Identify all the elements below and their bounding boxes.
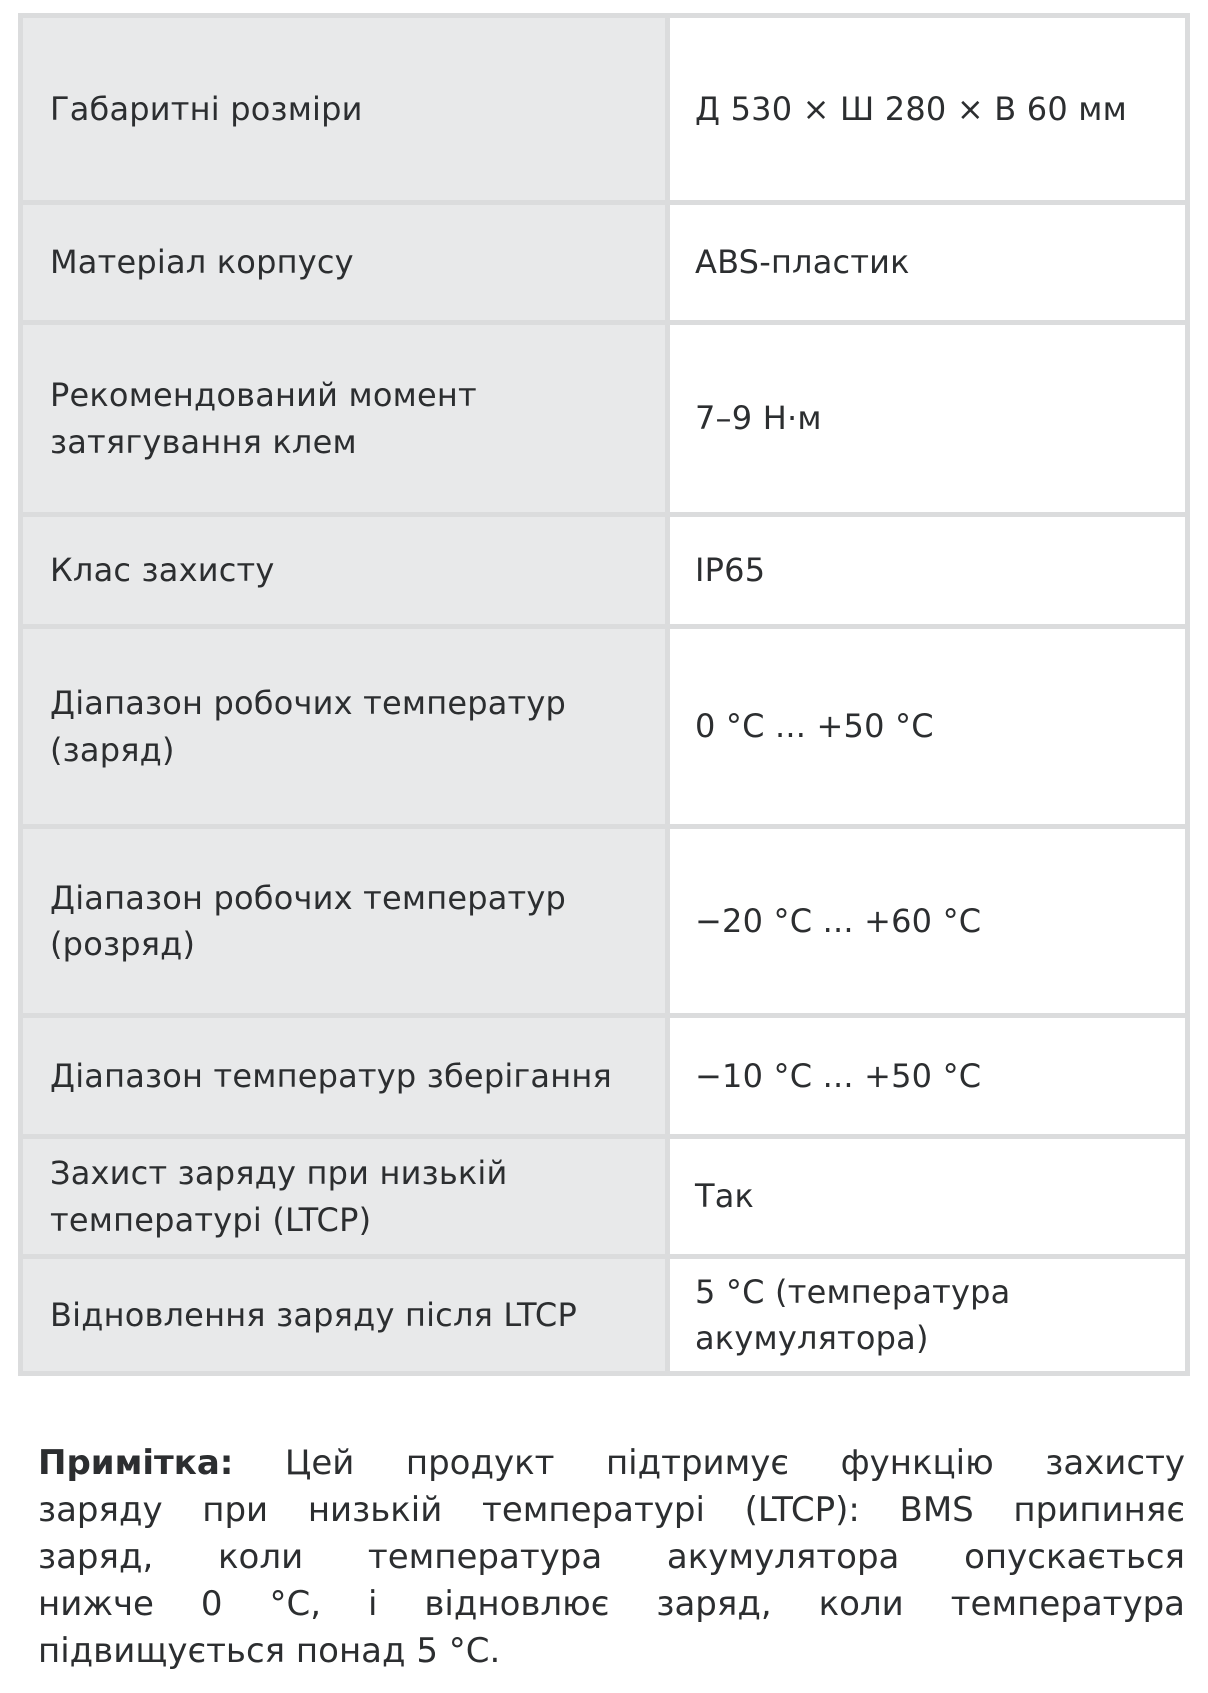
spec-label: Рекомендований момент затягування клем (50, 376, 477, 461)
spec-value-cell (670, 629, 1185, 824)
page (0, 13, 1208, 1693)
spec-value: −10 °C ... +50 °C (695, 1056, 982, 1095)
spec-label: Матеріал корпусу (50, 243, 354, 282)
spec-label-cell (23, 325, 665, 512)
note-label: Примітка: (38, 1443, 234, 1483)
spec-label-cell (23, 517, 665, 624)
spec-label-cell (23, 18, 665, 200)
note-line: підвищується понад 5 °C. (38, 1631, 501, 1671)
spec-value-cell (670, 18, 1185, 200)
spec-label: Діапазон робочих температур (заряд) (50, 684, 567, 769)
spec-label: Діапазон робочих температур (розряд) (50, 878, 567, 963)
spec-value-cell (670, 829, 1185, 1013)
spec-label: Діапазон температур зберігання (50, 1056, 612, 1095)
spec-label-cell (23, 1139, 665, 1254)
note-line: заряду при низькій температурі (LTCP): BMS припиняє (38, 1490, 1185, 1530)
spec-value: 7–9 Н·м (695, 399, 822, 438)
spec-label-cell (23, 205, 665, 320)
spec-label-cell (23, 1259, 665, 1371)
spec-value-cell (670, 1018, 1185, 1134)
spec-value: ABS-пластик (695, 243, 910, 282)
spec-label-cell (23, 829, 665, 1013)
spec-table (18, 13, 1190, 1376)
note-line (38, 1440, 1185, 1487)
spec-value: IP65 (695, 551, 766, 590)
spec-value: Так (695, 1177, 755, 1216)
spec-value-cell (670, 1259, 1185, 1371)
spec-label-cell (23, 629, 665, 824)
spec-value-cell (670, 325, 1185, 512)
spec-label: Захист заряду при низькій температурі (LTCP) (50, 1154, 508, 1239)
spec-value: 5 °C (температура акумулятора) (695, 1272, 1011, 1357)
note-paragraph (38, 1440, 1185, 1675)
spec-value-cell (670, 517, 1185, 624)
spec-label: Клас захисту (50, 551, 275, 590)
spec-value: Д 530 × Ш 280 × В 60 мм (695, 89, 1127, 128)
spec-label-cell (23, 1018, 665, 1134)
spec-value: 0 °C ... +50 °C (695, 707, 934, 746)
spec-value: −20 °C ... +60 °C (695, 901, 982, 940)
note-line: заряд, коли температура акумулятора опускається (38, 1537, 1185, 1577)
spec-value-cell (670, 205, 1185, 320)
spec-label: Відновлення заряду після LTCP (50, 1295, 577, 1334)
note-text: Цей продукт підтримує функцію захисту (284, 1443, 1186, 1483)
spec-label: Габаритні розміри (50, 89, 363, 128)
note-line: нижче 0 °C, і відновлює заряд, коли температура (38, 1584, 1185, 1624)
spec-value-cell (670, 1139, 1185, 1254)
